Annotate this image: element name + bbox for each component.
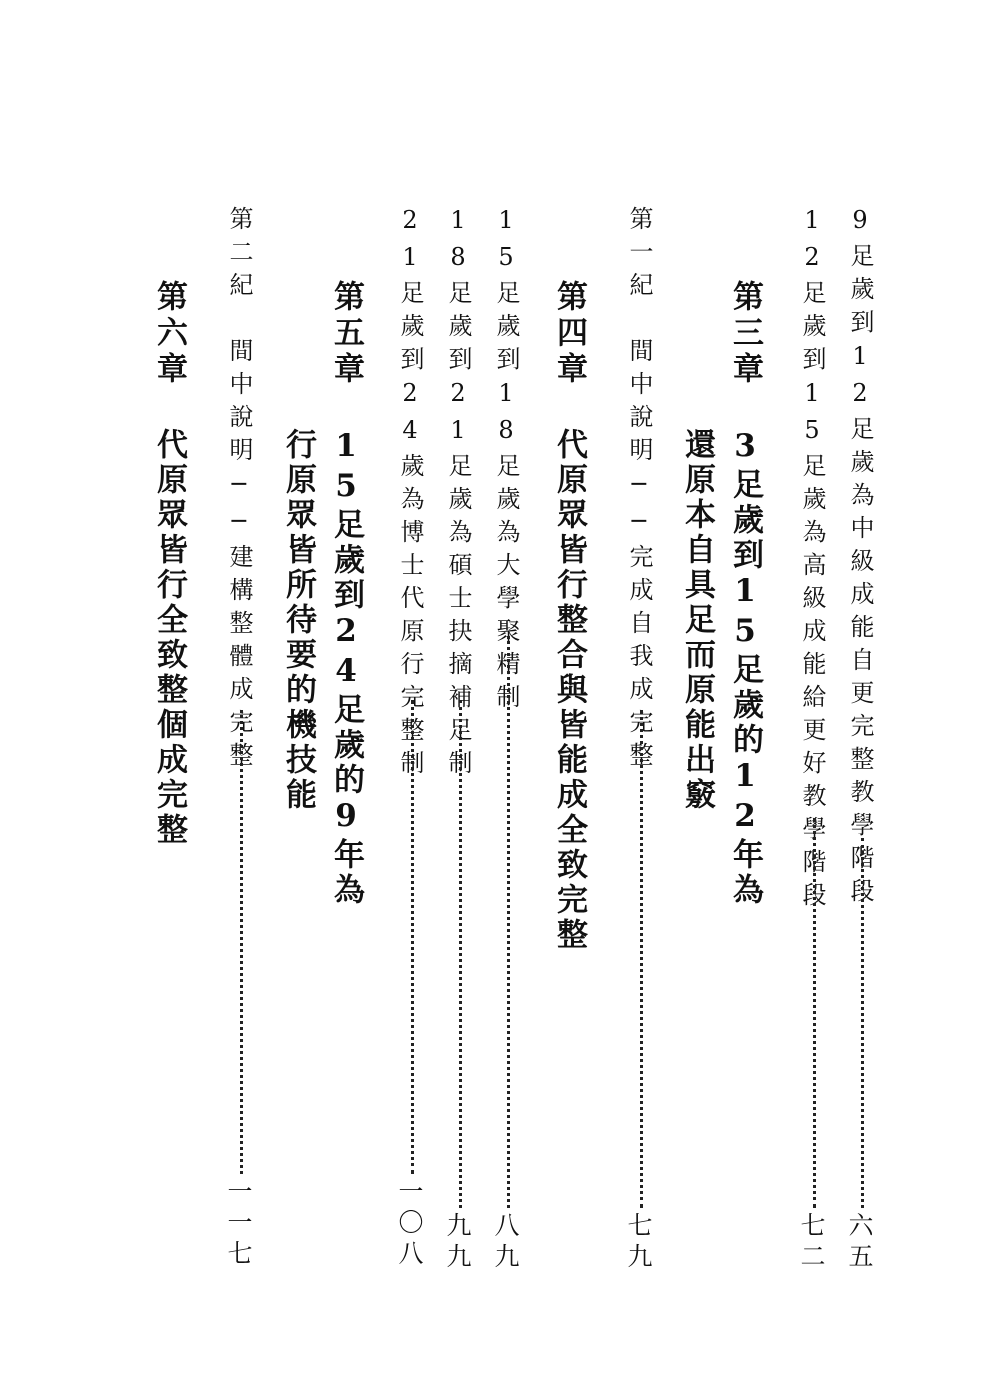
toc-entry-15-to-18[interactable] — [494, 206, 518, 717]
entry-text: 第二紀 間中說明──建構整體成完整 — [225, 206, 253, 775]
chapter-5-label: 第五章 — [328, 280, 364, 388]
entry-text: 15足歲到18足歲為大學聚精制 — [492, 206, 520, 717]
entry-text: 18足歲到21足歲為碩士抉摘補足制 — [444, 206, 472, 783]
entry-text: 第一紀 間中說明──完成自我成完整 — [625, 206, 653, 775]
toc-entry-21-to-24[interactable] — [398, 206, 422, 783]
chapter-5-title-line-2[interactable]: 行原眾皆所待要的機技能 — [280, 428, 316, 813]
entry-text: 12足歲到15足歲為高級成能給更好教學階段 — [798, 206, 826, 915]
entry-text: 9足歲到12足歲為中級成能自更完整教學階段 — [846, 206, 874, 911]
entry-text: 21足歲到24歲為博士代原行完整制 — [396, 206, 424, 783]
page-number: 八九 — [491, 1212, 520, 1274]
chapter-3-title-line-2[interactable]: 還原本自具足而原能出竅 — [679, 428, 715, 813]
chapter-5-title-line-1[interactable]: 15足歲到24足歲的9年為 — [328, 428, 364, 908]
page-number: 九九 — [443, 1212, 472, 1274]
leader-dots — [640, 710, 643, 1208]
chapter-6-title[interactable]: 代原眾皆行全致整個成完整 — [151, 428, 187, 848]
chapter-3-title-line-1[interactable]: 3足歲到15足歲的12年為 — [727, 428, 763, 908]
page-number: 七九 — [624, 1212, 653, 1274]
chapter-6-label: 第六章 — [151, 280, 187, 388]
page-number: 六五 — [845, 1212, 874, 1274]
leader-dots — [507, 636, 510, 1208]
leader-dots — [411, 700, 414, 1174]
chapter-4-title[interactable]: 代原眾皆行整合與皆能成全致完整 — [551, 428, 587, 953]
page-number: 七二 — [797, 1212, 826, 1274]
toc-entry-9-to-12[interactable] — [848, 206, 872, 911]
toc-entry-18-to-21[interactable] — [446, 206, 470, 783]
chapter-3-label: 第三章 — [727, 280, 763, 388]
chapter-4-label: 第四章 — [551, 280, 587, 388]
page-number: 一〇八 — [395, 1178, 424, 1271]
leader-dots — [861, 838, 864, 1208]
leader-dots — [813, 818, 816, 1208]
page-number: 一一七 — [224, 1178, 253, 1271]
leader-dots — [459, 700, 462, 1208]
toc-entry-12-to-15[interactable] — [800, 206, 824, 915]
leader-dots — [240, 710, 243, 1174]
toc-entry-interlude-2[interactable] — [227, 206, 251, 775]
toc-entry-interlude-1[interactable] — [627, 206, 651, 775]
